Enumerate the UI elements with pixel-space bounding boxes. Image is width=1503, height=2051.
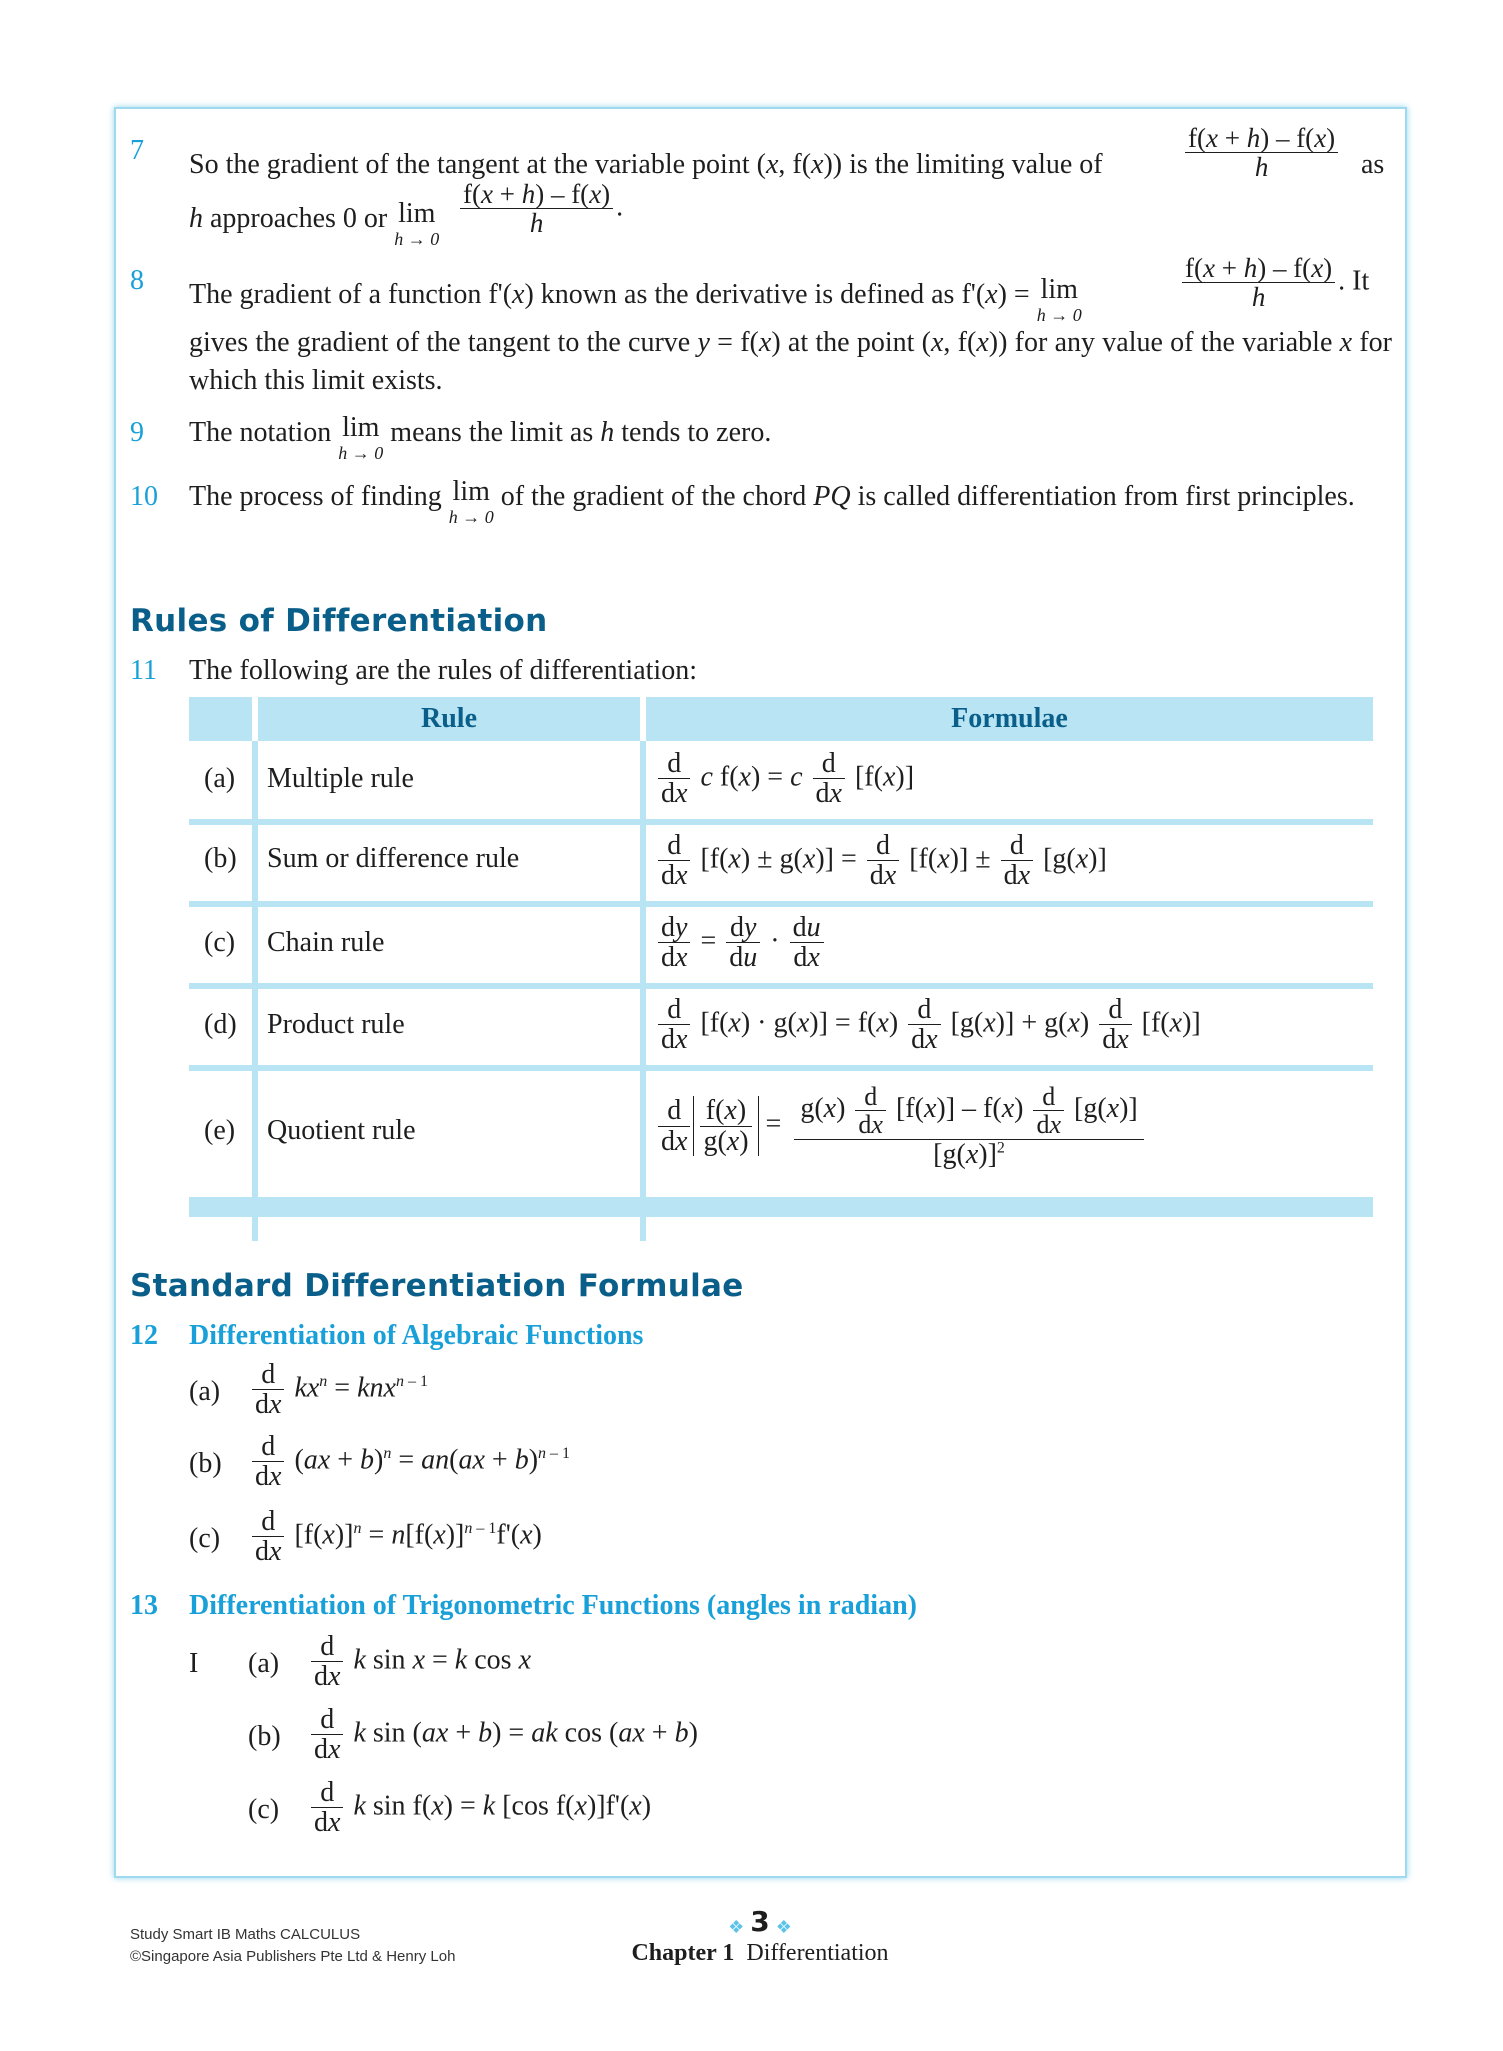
item-number: 8 (130, 265, 144, 296)
header-formulae: Formulae (646, 697, 1373, 741)
diamond-icon: ❖ (728, 1916, 745, 1937)
item-body: The following are the rules of differentiation: (189, 655, 697, 686)
footer-credits: Study Smart IB Maths CALCULUS ©Singapore Asia Publishers Pte Ltd & Henry Loh (130, 1926, 456, 1965)
page-number: 3 (750, 1905, 770, 1938)
item-number: 10 (130, 481, 158, 512)
table-row: (d) Product rule $\frac{d}{dx}$ [f(x) · g(x)] = f(x) $\frac{d}{dx}$ [g(x)] + g(x) $\frac{d}{dx}$ [f(x)] (204, 994, 1201, 1056)
item-number: 9 (130, 417, 144, 448)
table-row: (e) Quotient rule $\frac{d}{dx}$ $\frac{f(x)}{g(x)}$ = g(x) $\frac{d}{dx}$ [f(x)] – f(x) $\frac{d}{dx}$ [g(x)] $[g(x)]^2$ (189, 1071, 1373, 1195)
item-body: The notation lim h → 0 means the limit as h tends to zero. (189, 412, 772, 463)
chapter-label: Chapter 1 Differentiation (631, 1940, 889, 1966)
formula-chain: $\frac{dy}{dx}$ = $\frac{dy}{du}$ · $\frac{du}{dx}$ (655, 913, 827, 973)
formula-quotient: $\frac{d}{dx}$ $\frac{f(x)}{g(x)}$ = g(x) $\frac{d}{dx}$ [f(x)] – f(x) $\frac{d}{dx}$ [g(x)] $[g(x)]^2$ (655, 1083, 1147, 1169)
table-row: (a) Multiple rule $\frac{d}{dx}$ c f(x) = c $\frac{d}{dx}$ [f(x)] (204, 748, 915, 810)
group-label: I (189, 1648, 199, 1679)
rules-heading: Rules of Differentiation (130, 603, 548, 639)
formula-sum: $\frac{d}{dx}$ [f(x) ± g(x)] = $\frac{d}{dx}$ [f(x)] ± $\frac{d}{dx}$ [g(x)] (655, 831, 1107, 891)
table-row: (b) Sum or difference rule $\frac{d}{dx}$ [f(x) ± g(x)] = $\frac{d}{dx}$ [f(x)] ± $\frac{d}{dx}$ [g(x)] (204, 830, 1107, 892)
item-body: The process of finding lim h → 0 of the gradient of the chord PQ is called differentiation from first principles. (189, 476, 1355, 527)
formula-product: $\frac{d}{dx}$ [f(x) · g(x)] = f(x) $\frac{d}{dx}$ [g(x)] + g(x) $\frac{d}{dx}$ [f(x)] (655, 995, 1201, 1055)
item-number: 7 (130, 135, 144, 166)
diamond-icon: ❖ (775, 1916, 792, 1937)
footer-page (620, 1905, 900, 1967)
table-row: (c) Chain rule $\frac{dy}{dx}$ = $\frac{dy}{du}$ · $\frac{du}{dx}$ (189, 907, 1373, 983)
formula-multiple: $\frac{d}{dx}$ c f(x) = c $\frac{d}{dx}$ [f(x)] (655, 749, 914, 809)
standard-heading: Standard Differentiation Formulae (130, 1268, 744, 1304)
item-number: 11 (130, 655, 157, 686)
table-header (189, 697, 1373, 741)
header-rule: Rule (258, 697, 640, 741)
